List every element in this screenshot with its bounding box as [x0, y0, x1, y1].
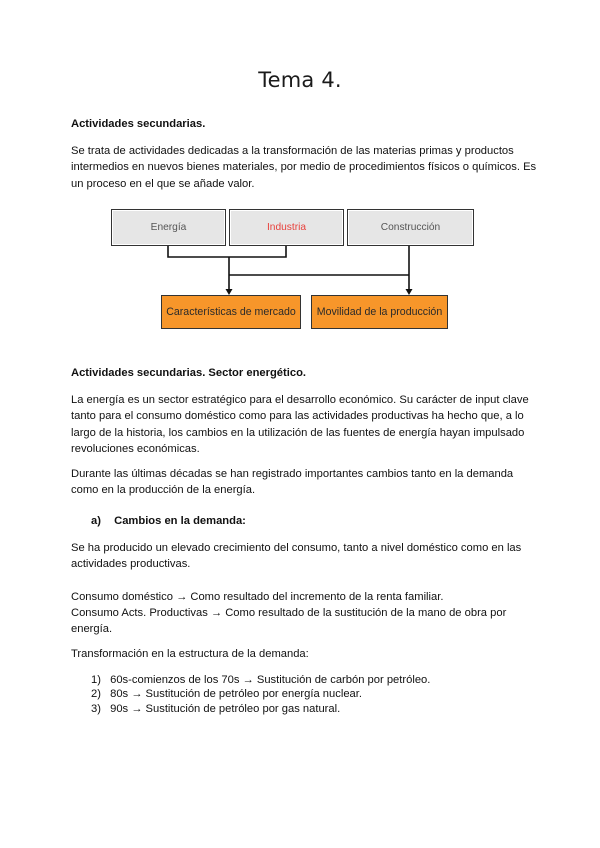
transformacion-line: Transformación en la estructura de la demanda:: [71, 648, 309, 660]
box-industria: [229, 209, 344, 246]
intro-paragraph: Se trata de actividades dedicadas a la transformación de las materias primas y productos intermedios en nuevos bienes materiales, por medio de procedimientos físicos o químicos. Es un proceso en el que se añade valor.: [71, 145, 537, 190]
decades-paragraph: Durante las últimas décadas se han registrado importantes cambios tanto en la demanda como en la producción de la energía.: [71, 468, 514, 497]
box-industria-label: Industria: [266, 222, 307, 233]
box-movilidad-produccion: [311, 295, 448, 329]
box-energia: [111, 209, 226, 246]
box-caracteristicas-mercado: [161, 295, 301, 329]
subheading-text: Cambios en la demanda:: [114, 515, 246, 527]
connector-energia-industria: [168, 245, 286, 257]
consumo-domestico-line: Consumo doméstico → Como resultado del incremento de la renta familiar.: [71, 591, 444, 603]
section-heading-energetico: Actividades secundarias. Sector energético.: [71, 367, 307, 379]
energy-paragraph: La energía es un sector estratégico para el desarrollo económico. Su carácter de input clave tanto para el consumo doméstico como para las actividades productivas ha hecho que, a lo largo de la historia, los cambios en la utilización de las fuentes de energía hayan impulsado revoluciones económicas.: [71, 394, 529, 455]
demand-transformation-list: [91, 673, 430, 716]
consumo-acts-line: Consumo Acts. Productivas → Como resultado de la sustitución de la mano de obra por energía.: [71, 607, 507, 636]
list-item: 3) 90s → Sustitución de petróleo por gas natural.: [91, 702, 341, 715]
list-item: 1) 60s-comienzos de los 70s → Sustitución de carbón por petróleo.: [91, 674, 431, 686]
box-caracteristicas-label: Características de mercado: [166, 306, 296, 318]
box-energia-label: Energía: [150, 222, 187, 233]
page-title: Tema 4.: [258, 68, 342, 92]
box-movilidad-label: Movilidad de la producción: [316, 306, 443, 318]
subheading-cambios-demanda: [91, 515, 246, 527]
consumo-paragraph: Se ha producido un elevado crecimiento del consumo, tanto a nivel doméstico como en las actividades productivas.: [71, 542, 522, 571]
box-construccion: [347, 209, 474, 246]
subheading-label: a): [91, 515, 101, 527]
box-construccion-label: Construcción: [380, 222, 441, 233]
list-item: 2) 80s → Sustitución de petróleo por energía nuclear.: [91, 688, 362, 701]
section-heading: Actividades secundarias.: [71, 118, 206, 130]
